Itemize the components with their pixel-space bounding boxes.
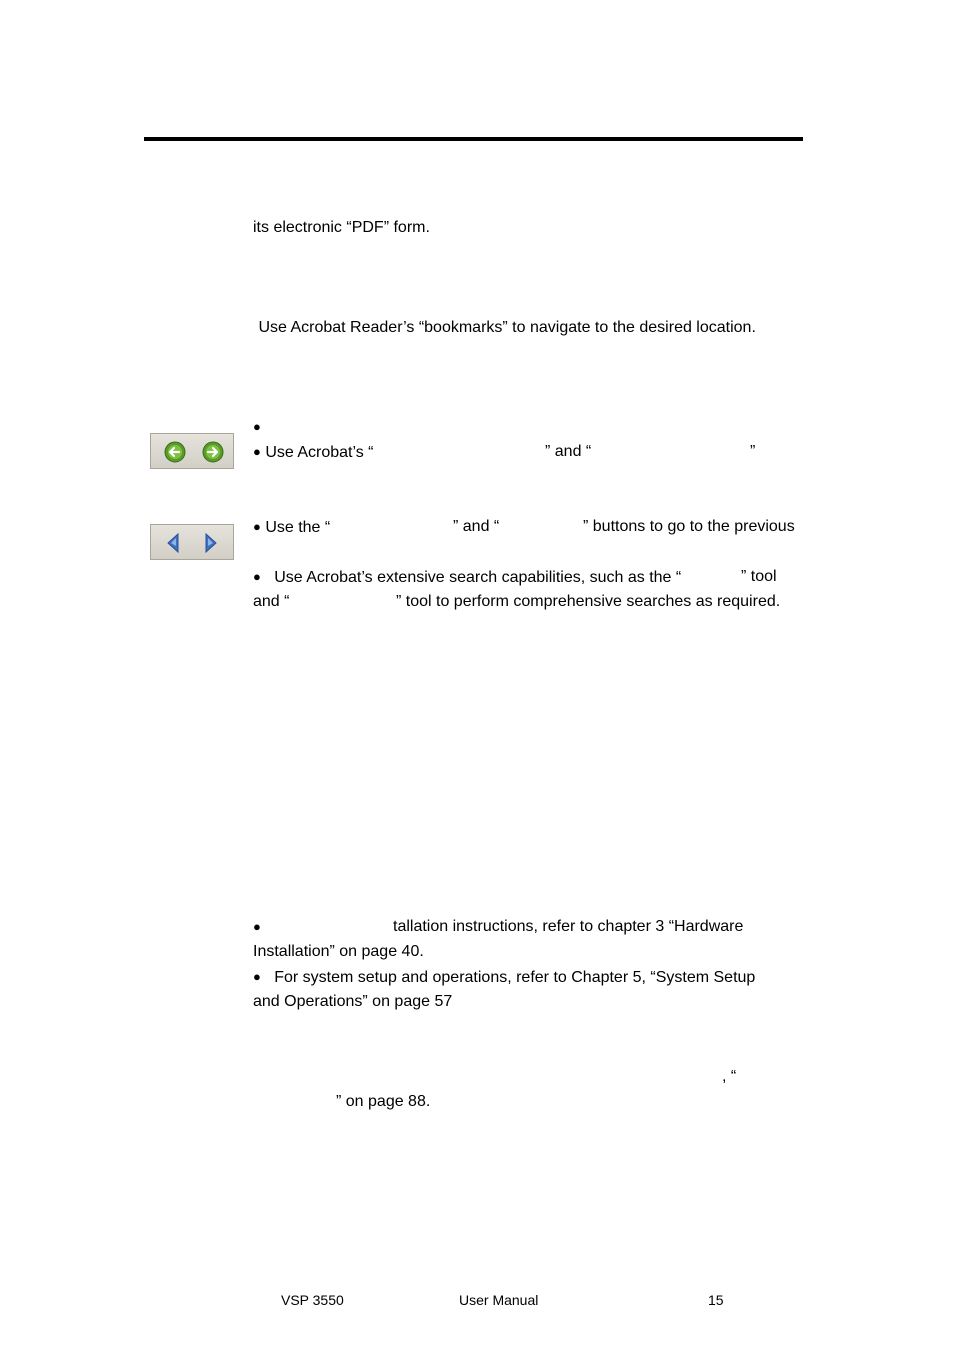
text-fragment: tallation instructions, refer to chapter 3 “Hardware — [393, 918, 744, 935]
bullet-dot: ● — [253, 444, 261, 459]
paragraph-bookmarks: Use Acrobat Reader’s “bookmarks” to navigate to the desired location. — [254, 319, 756, 336]
acrobat-nav-buttons-image — [150, 433, 234, 469]
text-fragment: For system setup and operations, refer to Chapter 5, “System Setup — [274, 969, 756, 986]
footer-title: User Manual — [459, 1292, 539, 1308]
text-fragment: ” tool to perform comprehensive searches as required. — [396, 593, 781, 610]
text-fragment: ” — [750, 443, 756, 460]
footer-product: VSP 3550 — [281, 1292, 344, 1308]
bullet-acrobat-nav — [253, 442, 374, 463]
bullet-dot: ● — [253, 419, 261, 434]
bullet-system — [253, 967, 755, 988]
back-green-arrow-icon — [165, 442, 185, 462]
bullet-dot: ● — [253, 919, 261, 934]
empty-bullet — [253, 417, 261, 438]
text-fragment: ” buttons to go to the previous — [583, 518, 795, 535]
text-fragment: and Operations” on page 57 — [253, 993, 453, 1010]
header-rule — [144, 137, 803, 141]
bullet-use-the — [253, 517, 330, 538]
next-blue-triangle-icon — [206, 534, 216, 552]
bullet-dot: ● — [253, 569, 261, 584]
text-fragment: ” on page 88. — [336, 1093, 431, 1110]
previous-blue-triangle-icon — [168, 534, 178, 552]
bullet-hardware — [253, 917, 261, 938]
text-fragment: ” tool — [741, 568, 777, 585]
text-fragment: , “ — [722, 1068, 737, 1085]
bullet-dot: ● — [253, 969, 261, 984]
page-nav-buttons-image — [150, 524, 234, 560]
text-fragment: Use the “ — [265, 519, 331, 536]
text-fragment: and “ — [253, 593, 290, 610]
bullet-dot: ● — [253, 519, 261, 534]
paragraph-pdf-form: its electronic “PDF” form. — [253, 219, 430, 236]
text-fragment: ” and “ — [545, 443, 592, 460]
footer-page-number: 15 — [708, 1292, 724, 1308]
forward-green-arrow-icon — [203, 442, 223, 462]
text-fragment: Use Acrobat’s “ — [265, 444, 374, 461]
text-fragment: ” and “ — [453, 518, 500, 535]
text-fragment: Installation” on page 40. — [253, 943, 424, 960]
text-fragment: Use Acrobat’s extensive search capabilities, such as the “ — [274, 569, 682, 586]
bullet-search — [253, 567, 681, 588]
